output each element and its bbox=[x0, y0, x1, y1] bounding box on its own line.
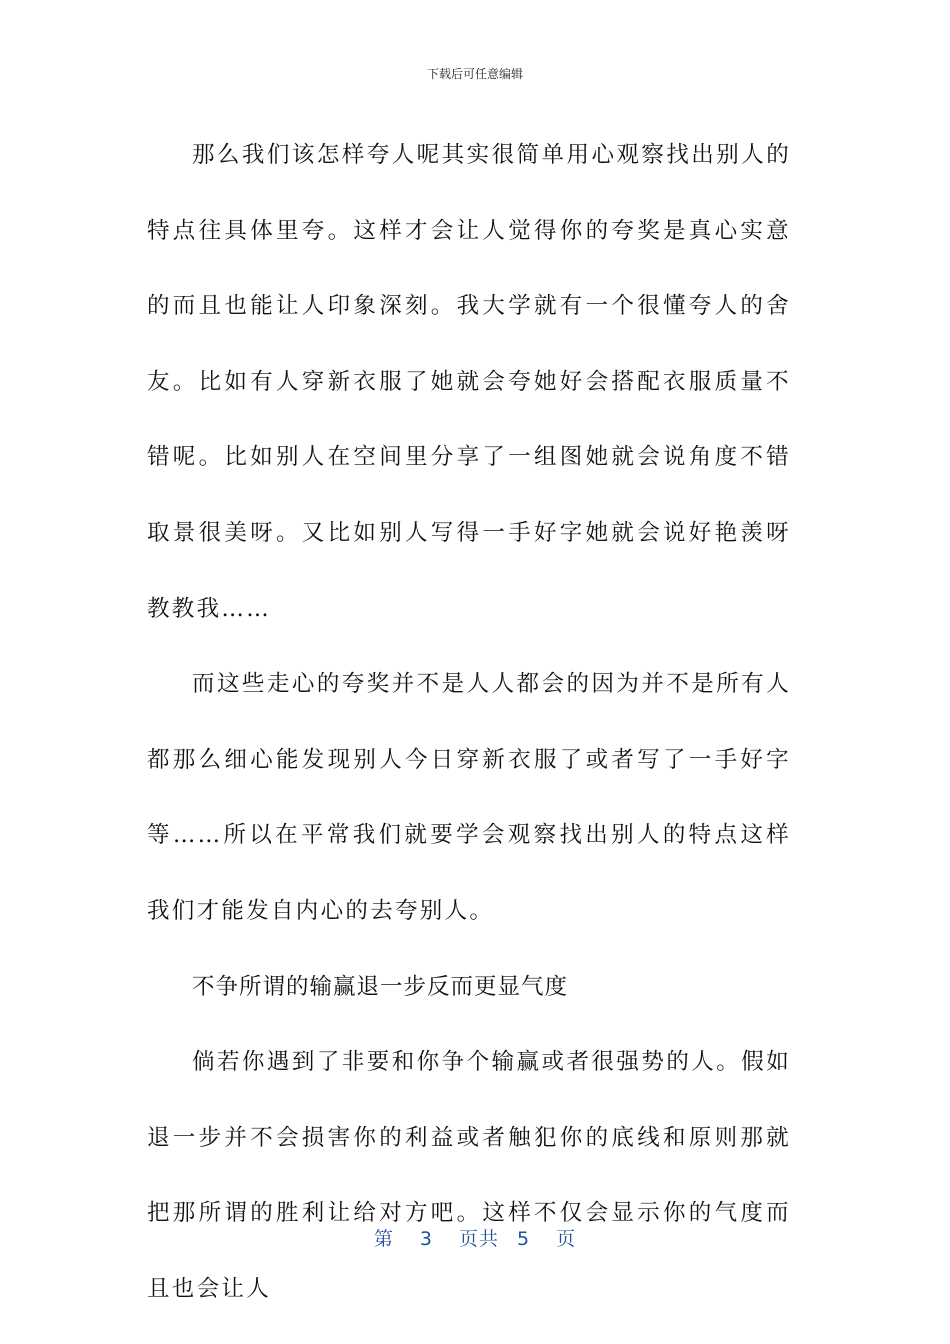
section-heading: 不争所谓的输赢退一步反而更显气度 bbox=[192, 973, 569, 1000]
footer-total-pages: 5 bbox=[517, 1228, 531, 1250]
paragraph-praise-attentive: 而这些走心的夸奖并不是人人都会的因为并不是所有人都那么细心能发现别人今日穿新衣服了或者写了一手好字等……所以在平常我们就要学会观察找出别人的特点这样我们才能发自内心的去夸别人。 bbox=[147, 671, 791, 924]
document-body bbox=[147, 118, 791, 1328]
footer-suffix: 页 bbox=[556, 1228, 577, 1250]
footer-prefix: 第 bbox=[373, 1228, 394, 1250]
footer-middle: 页共 bbox=[458, 1228, 499, 1250]
paragraph-praise-method: 那么我们该怎样夸人呢其实很简单用心观察找出别人的特点往具体里夸。这样才会让人觉得你的夸奖是真心实意的而且也能让人印象深刻。我大学就有一个很懂夸人的舍友。比如有人穿新衣服了她就会夸她好会搭配衣服质量不错呢。比如别人在空间里分享了一组图她就会说角度不错取景很美呀。又比如别人写得一手好字她就会说好艳羡呀教教我…… bbox=[147, 142, 791, 622]
page-footer bbox=[0, 1226, 950, 1252]
paragraph-step-back: 倘若你遇到了非要和你争个输赢或者很强势的人。假如退一步并不会损害你的利益或者触犯你的底线和原则那就把那所谓的胜利让给对方吧。这样不仅会显示你的气度而且也会让人 bbox=[147, 1049, 791, 1302]
footer-current-page: 3 bbox=[419, 1228, 433, 1250]
page-header: 下载后可任意编辑 bbox=[426, 67, 523, 81]
